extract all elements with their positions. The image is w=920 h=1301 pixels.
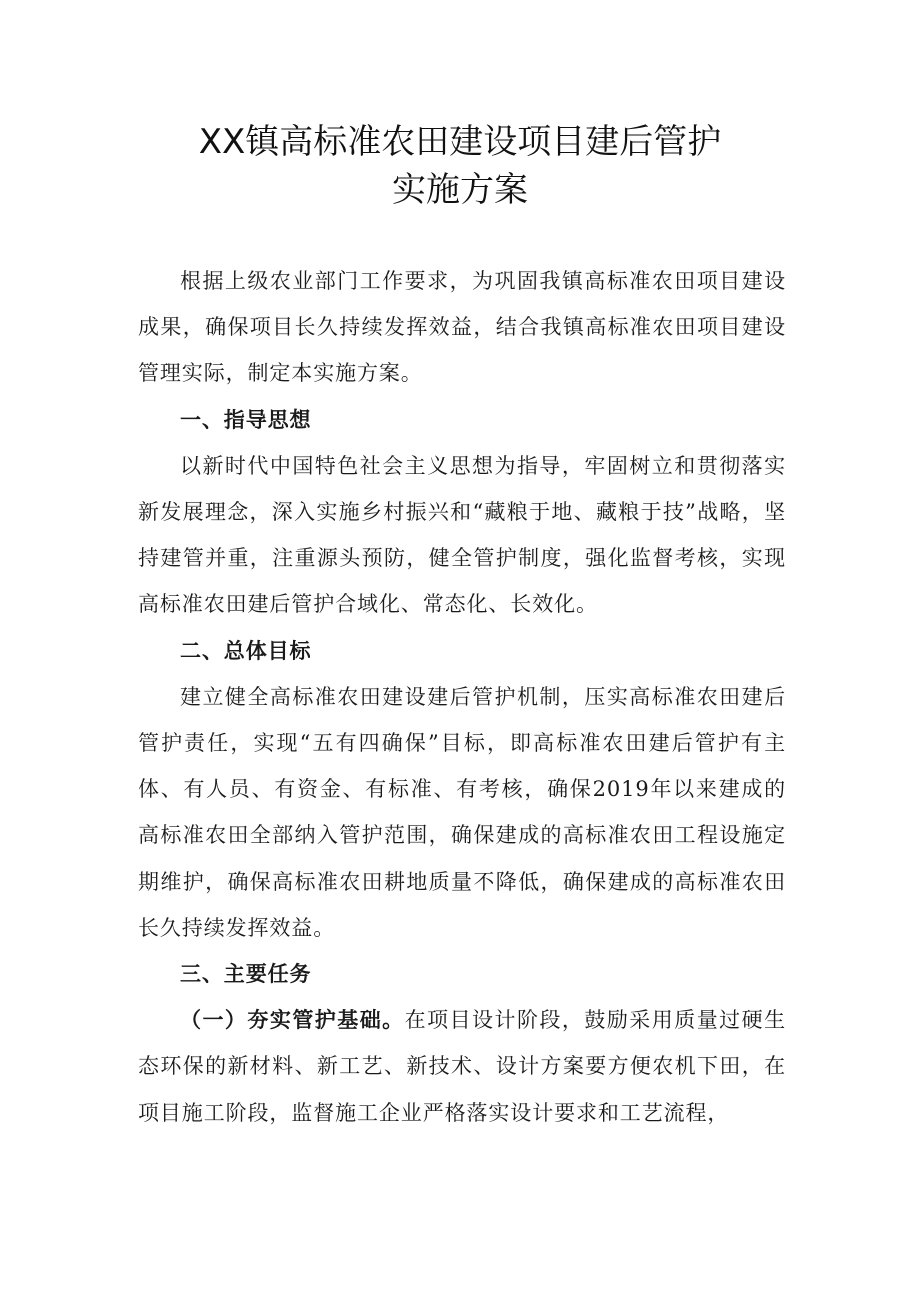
section-paragraph-guiding-ideology: 以新时代中国特色社会主义思想为指导，牢固树立和贯彻落实新发展理念，深入实施乡村振兴和“藏粮于地、藏粮于技”战略，坚持建管并重，注重源头预防，健全管护制度，强化监督考核，实现高标准农田建后管护合域化、常态化、长效化。 bbox=[138, 453, 786, 617]
document-title-line-1: XX镇高标准农田建设项目建后管护 bbox=[198, 122, 722, 162]
section-heading-guiding-ideology: 一、指导思想 bbox=[180, 407, 312, 432]
intro-paragraph: 根据上级农业部门工作要求，为巩固我镇高标准农田项目建设成果，确保项目长久持续发挥效益，结合我镇高标准农田项目建设管理实际，制定本实施方案。 bbox=[138, 269, 786, 386]
section-paragraph-overall-goals: 建立健全高标准农田建设建后管护机制，压实高标准农田建后管护责任，实现“五有四确保”目标，即高标准农田建后管护有主体、有人员、有资金、有标准、有考核，确保2019年以来建成的高标准农田全部纳入管护范围，确保建成的高标准农田工程设施定期维护，确保高标准农田耕地质量不降低，确保建成的高标准农田长久持续发挥效益。 bbox=[138, 684, 786, 940]
document-title-line-2: 实施方案 bbox=[392, 170, 528, 210]
task-item-1 bbox=[138, 997, 786, 1136]
section-heading-main-tasks: 三、主要任务 bbox=[180, 962, 312, 987]
task-item-1-lead: （一）夯实管护基础。 bbox=[180, 1008, 405, 1033]
section-heading-overall-goals: 二、总体目标 bbox=[180, 638, 312, 663]
document-body bbox=[138, 258, 786, 1136]
task-item-1-text: 在项目设计阶段，鼓励采用质量过硬生态环保的新材料、新工艺、新技术、设计方案要方便农机下田，在项目施工阶段，监督施工企业严格落实设计要求和工艺流程， bbox=[138, 1008, 786, 1125]
